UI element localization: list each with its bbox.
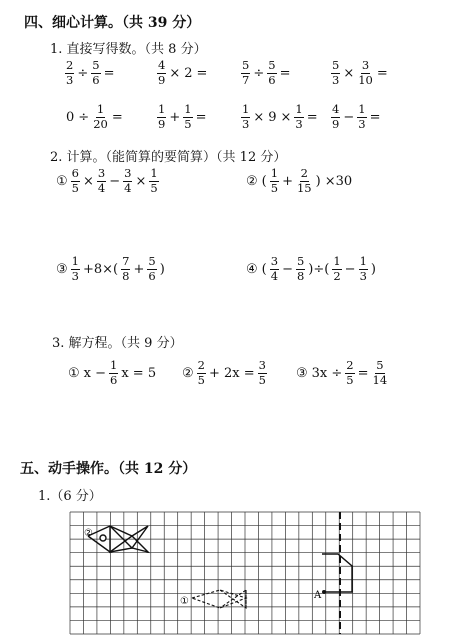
equals: =	[111, 109, 123, 125]
q1-item	[330, 104, 382, 130]
item-number: ①	[56, 173, 68, 189]
item-number: ①	[68, 365, 80, 381]
fraction: $\frac{5}{7}$	[242, 58, 250, 87]
q2-title: 2. 计算。（能简算的要简算）（共 12 分）	[50, 150, 287, 165]
item-number: ③	[296, 365, 308, 381]
operator: (	[261, 173, 267, 189]
fraction: $\frac{1}{2}$	[333, 254, 341, 283]
q3-equation-3	[294, 360, 389, 386]
fraction: $\frac{3}{5}$	[258, 358, 266, 387]
fraction: $\frac{2}{5}$	[346, 358, 354, 387]
item-number: ④	[246, 261, 258, 277]
fraction: $\frac{5}{6}$	[148, 254, 156, 283]
operator: 3x ÷	[311, 365, 343, 381]
equals: =	[369, 109, 381, 125]
fraction: $\frac{6}{5}$	[71, 166, 79, 195]
operator: x = 5	[121, 365, 157, 381]
fraction: $\frac{1}{5}$	[150, 166, 158, 195]
operator: ×	[343, 65, 355, 81]
figure-1	[192, 590, 246, 608]
fraction: $\frac{4}{9}$	[158, 58, 166, 87]
operator: ×	[280, 109, 292, 125]
q1-item	[240, 60, 292, 86]
fraction: $\frac{3}{4}$	[97, 166, 106, 195]
q2-problem-3	[54, 256, 167, 282]
operator: −	[344, 261, 356, 277]
operator: −	[109, 173, 121, 189]
equals: =	[196, 65, 208, 81]
q1-item	[64, 60, 116, 86]
fraction: $\frac{3}{4}$	[124, 166, 132, 195]
operator: ×	[82, 173, 94, 189]
q2-problem-1	[54, 168, 160, 194]
equals: =	[195, 109, 207, 125]
operator: )	[370, 261, 376, 277]
figure-2-label: ②	[84, 528, 93, 539]
fraction: $\frac{1}{5}$	[184, 102, 192, 131]
operator: ÷	[253, 65, 265, 81]
section4-title: 四、细心计算。（共 39 分）	[24, 15, 201, 31]
operator: x −	[83, 365, 107, 381]
operator: ×	[135, 173, 147, 189]
q1-title: 1. 直接写得数。（共 8 分）	[50, 42, 207, 57]
fraction: $\frac{3}{4}$	[270, 254, 279, 283]
fraction: $\frac{1}{3}$	[242, 102, 250, 131]
equals: =	[279, 65, 291, 81]
q2-problem-4	[244, 256, 378, 282]
operator: =	[357, 365, 369, 381]
number: 9	[268, 109, 277, 125]
fraction: $\frac{1}{6}$	[110, 358, 118, 387]
operator: )	[159, 261, 165, 277]
q1-item	[240, 104, 320, 130]
q1-item	[64, 104, 125, 130]
operator: +8×(	[82, 261, 119, 277]
point-a-label: A	[314, 590, 322, 601]
drawing-grid	[70, 512, 420, 634]
q2-problem-2	[244, 168, 354, 194]
operator: (	[261, 261, 267, 277]
item-number: ②	[246, 173, 258, 189]
q1-item	[330, 60, 390, 86]
fraction: $\frac{4}{9}$	[332, 102, 340, 131]
operator: +	[133, 261, 145, 277]
fraction: $\frac{2}{5}$	[197, 358, 205, 387]
fraction: $\frac{1}{5}$	[270, 166, 279, 195]
angle-shape	[322, 554, 352, 592]
operator: ÷	[78, 109, 90, 125]
q3-equation-1	[66, 360, 158, 386]
fraction: $\frac{5}{3}$	[332, 58, 340, 87]
fraction: $\frac{2}{15}$	[296, 166, 312, 195]
fraction: $\frac{5}{6}$	[268, 58, 276, 87]
grid-lines	[70, 512, 420, 634]
fraction: $\frac{1}{3}$	[358, 102, 366, 131]
operator: ×	[169, 65, 181, 81]
fraction: $\frac{1}{9}$	[158, 102, 166, 131]
operator: ×	[253, 109, 265, 125]
operator: −	[343, 109, 355, 125]
q3-title: 3. 解方程。（共 9 分）	[52, 336, 183, 351]
operator: −	[282, 261, 293, 277]
q1-item	[156, 60, 209, 86]
fraction: $\frac{5}{6}$	[92, 58, 100, 87]
operator: + 2x =	[208, 365, 255, 381]
operator: )	[315, 173, 321, 189]
q1-item	[156, 104, 208, 130]
number: 0	[66, 109, 75, 125]
operator: ÷	[77, 65, 89, 81]
item-number: ③	[56, 261, 68, 277]
operator: )÷(	[308, 261, 330, 277]
fraction: $\frac{1}{3}$	[71, 254, 79, 283]
q3-equation-2	[180, 360, 268, 386]
equals: =	[103, 65, 115, 81]
equals: =	[306, 109, 318, 125]
operator: +	[169, 109, 181, 125]
fraction: $\frac{5}{8}$	[296, 254, 305, 283]
fraction: $\frac{1}{3}$	[359, 254, 367, 283]
operator: ×30	[324, 173, 353, 189]
fraction: $\frac{2}{3}$	[66, 58, 74, 87]
number: 2	[184, 65, 193, 81]
operator: +	[282, 173, 293, 189]
fraction: $\frac{5}{14}$	[372, 358, 388, 387]
section5-title: 五、动手操作。（共 12 分）	[20, 461, 197, 477]
item-number: ②	[182, 365, 194, 381]
fraction: $\frac{3}{10}$	[358, 58, 373, 87]
figure-1-label: ①	[180, 596, 189, 607]
fraction: $\frac{1}{20}$	[93, 102, 108, 131]
fraction: $\frac{7}{8}$	[122, 254, 130, 283]
fraction: $\frac{1}{3}$	[295, 102, 303, 131]
equals: =	[376, 65, 388, 81]
q5-1-title: 1.（6 分）	[38, 489, 102, 504]
